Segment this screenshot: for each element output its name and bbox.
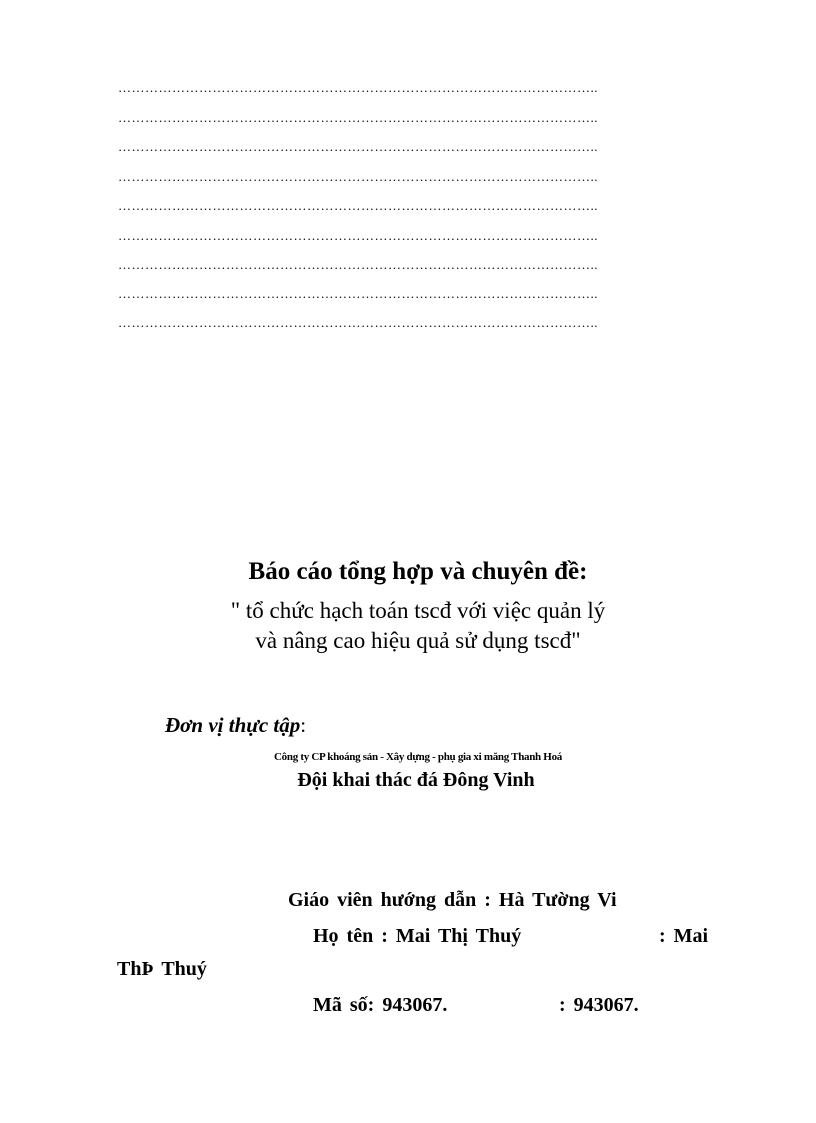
student-name-line: Họ tên : Mai Thị Thuý xyxy=(313,925,522,947)
student-id-duplicate: : 943067. xyxy=(559,994,639,1016)
report-subtitle-line-2: và nâng cao hiệu quả sử dụng tscđ" xyxy=(255,628,581,653)
student-name-wrap: ThÞ Thuý xyxy=(117,958,207,980)
instructor-line: Giáo viên hướng dẫn : Hà Tường Vi xyxy=(288,889,617,911)
dotted-line: …………………………………………………………………………………………….. xyxy=(118,257,598,272)
internship-unit-colon: : xyxy=(300,713,307,737)
dotted-line: …………………………………………………………………………………………….. xyxy=(118,198,598,213)
report-subtitle-line-1: " tổ chức hạch toán tscđ với việc quản lý xyxy=(230,598,606,623)
dotted-line: …………………………………………………………………………………………….. xyxy=(118,110,598,125)
student-name-duplicate: : Mai xyxy=(659,925,709,947)
internship-unit-label-text: Đơn vị thực tập xyxy=(165,713,301,737)
team-name: Đội khai thác đá Đông Vinh xyxy=(297,769,535,791)
dotted-line: …………………………………………………………………………………………….. xyxy=(118,286,598,301)
dotted-line: …………………………………………………………………………………………….. xyxy=(118,169,598,184)
dotted-line: …………………………………………………………………………………………….. xyxy=(118,228,598,243)
report-title: Báo cáo tổng hợp và chuyên đề: xyxy=(248,558,588,585)
company-name: Công ty CP khoáng sản - Xây dựng - phụ gia xi măng Thanh Hoá xyxy=(274,751,562,763)
dotted-line: …………………………………………………………………………………………….. xyxy=(118,80,598,95)
dotted-line: …………………………………………………………………………………………….. xyxy=(118,139,598,154)
dotted-line: …………………………………………………………………………………………….. xyxy=(118,315,598,330)
internship-unit-label xyxy=(165,713,306,738)
student-id-line: Mã số: 943067. xyxy=(313,994,448,1016)
